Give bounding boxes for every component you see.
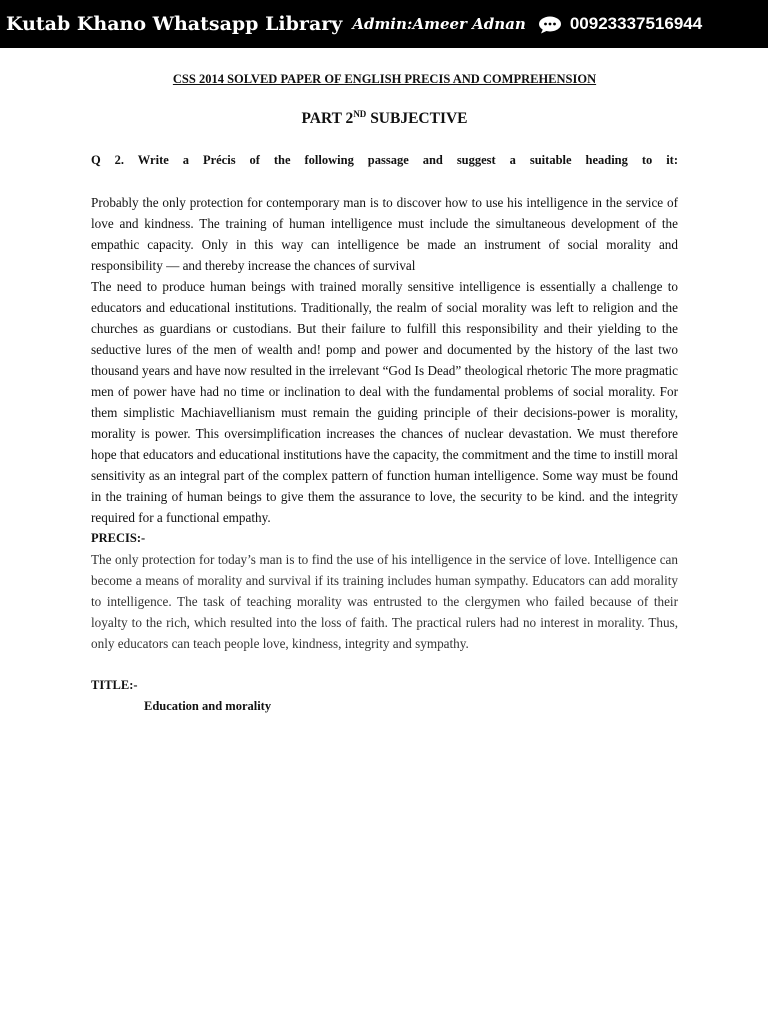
admin-name: Admin:Ameer Adnan — [352, 15, 526, 33]
passage-paragraph-2: The need to produce human beings with trained morally sensitive intelligence is essentially a challenge to educators and educational institutions. Traditionally, the realm of social morality was left to religion and the churches as guardians or custodians. But their failure to fulfill this responsibility and their yielding to the seductive lures of the men of wealth and! pomp and power and documented by the history of the last two thousand years and have now resulted in the irrelevant “God Is Dead” theological rhetoric The more pragmatic men of power have had no time or inclination to deal with the fundamental problems of social morality. For them simplistic Machiavellianism must remain the guiding principle of their decisions-power is morality, morality is power. This oversimplification increases the chances of nuclear devastation. We must therefore hope that educators and educational institutions have the capacity, the commitment and the time to instill moral sensitivity as an integral part of the complex pattern of function human intelligence. Some way must be found in the training of human beings to give them the assurance to love, the security to be kind. and the integrity required for a functional empathy. — [91, 279, 678, 525]
part-label: PART 2 — [301, 110, 354, 127]
precis-heading: PRECIS:- — [91, 531, 146, 545]
title-heading: TITLE:- — [91, 678, 138, 692]
library-name: Kutab Khano Whatsapp Library — [6, 13, 343, 35]
part-suffix: SUBJECTIVE — [366, 110, 468, 127]
part-superscript: ND — [353, 109, 367, 119]
precis-paragraph: The only protection for today’s man is to find the use of his intelligence in the service of love. Intelligence can become a means of morality and survival if its training includes human sympathy. Educators can add morality to intelligence. The task of teaching morality was entrusted to the clergymen who failed because of their loyalty to the rich, which resulted into the loss of faith. The practical rulers had no interest in morality. Thus, only educators can teach people love, kindness, integrity and sympathy. — [91, 552, 678, 651]
document-body — [91, 66, 678, 717]
part-heading — [91, 109, 678, 128]
header-banner — [0, 0, 768, 48]
passage-paragraph-1: Probably the only protection for contemporary man is to discover how to use his intelligence in the service of love and kindness. The training of human intelligence must include the simultaneous development of the empathic capacity. Only in this way can intelligence be made an instrument of social morality and responsibility — and thereby increase the chances of survival — [91, 195, 678, 273]
question-text: Q 2. Write a Précis of the following passage and suggest a suitable heading to it: — [91, 153, 678, 167]
chat-bubble-icon — [538, 16, 562, 34]
title-value: Education and morality — [144, 699, 272, 713]
paper-title: CSS 2014 SOLVED PAPER OF ENGLISH PRECIS AND COMPREHENSION — [172, 72, 597, 86]
phone-number: 00923337516944 — [569, 14, 703, 33]
